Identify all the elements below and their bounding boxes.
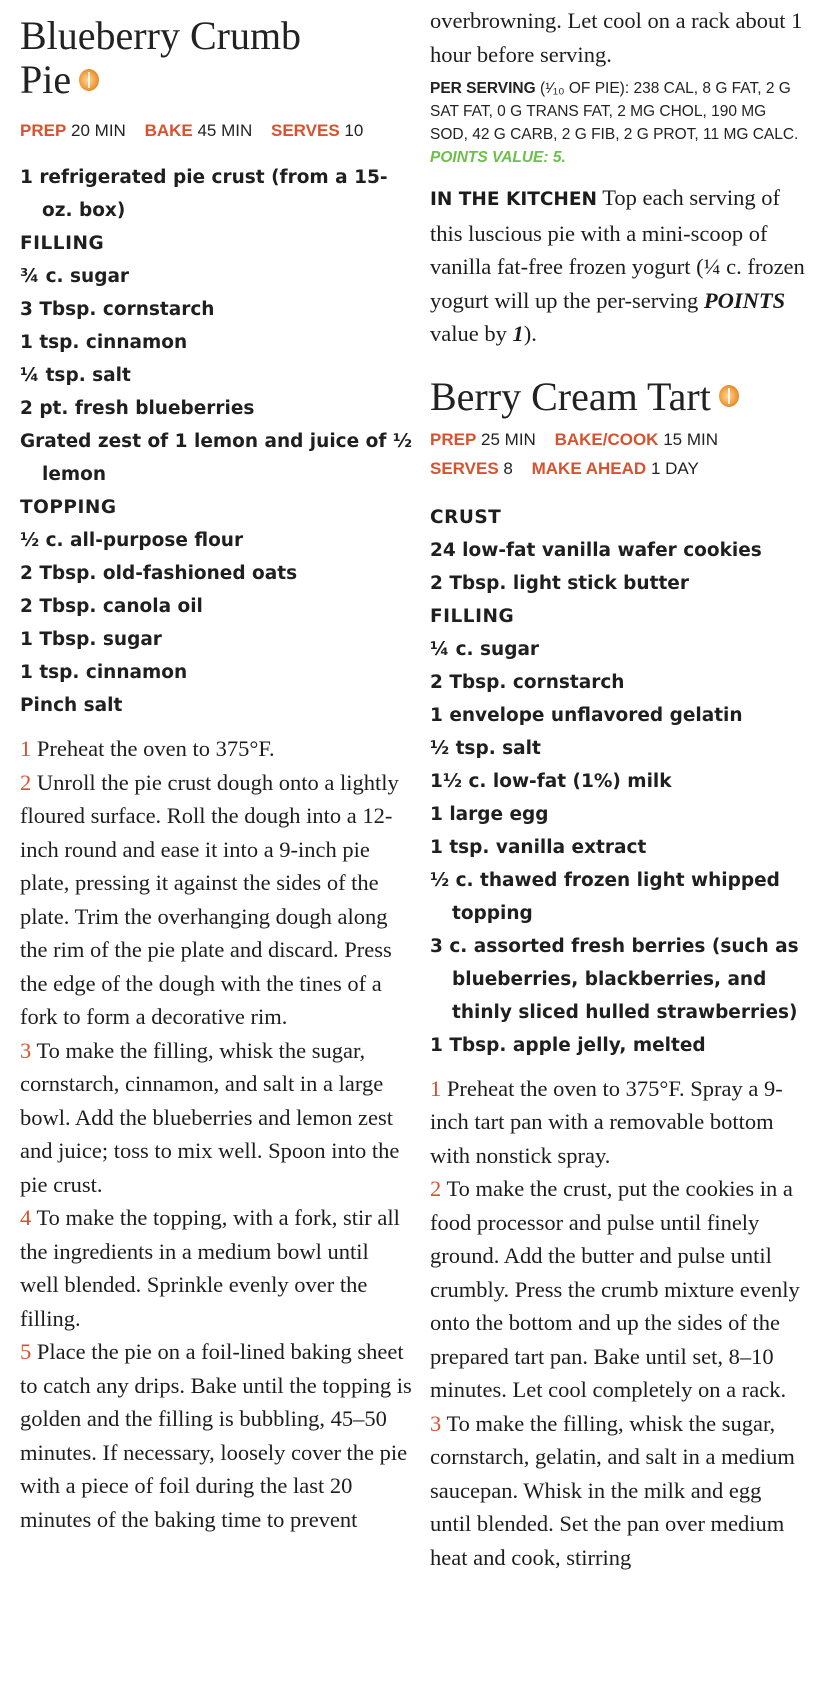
ingredient-item: 2 Tbsp. cornstarch xyxy=(430,671,625,693)
ingredient-item: Grated zest of 1 lemon and juice of ½ lemon xyxy=(20,431,412,485)
ingredient-item: 3 c. assorted fresh berries (such as blueberries, blackberries, and thinly sliced hulled strawberries) xyxy=(430,935,799,1023)
ingredient-item: 1 tsp. cinnamon xyxy=(20,332,188,353)
serves-value: 10 xyxy=(344,121,364,140)
ingredient-item: 2 Tbsp. light stick butter xyxy=(430,572,689,594)
kitchen-text-c: ). xyxy=(523,321,537,346)
ingredient-item: ½ c. thawed frozen light whipped topping xyxy=(430,869,780,924)
serves-label: SERVES xyxy=(430,458,499,478)
directions xyxy=(20,732,412,1536)
ingredient-item: 1 Tbsp. sugar xyxy=(20,629,162,650)
ingredient-item: 2 Tbsp. canola oil xyxy=(20,596,203,617)
serves-value: 8 xyxy=(503,458,513,478)
pointsplus-leaf-icon xyxy=(79,69,99,91)
prep-label: PREP xyxy=(430,429,477,449)
prep-value: 25 MIN xyxy=(481,429,536,449)
step-text: Place the pie on a foil-lined baking sheet to catch any drips. Bake until the topping is golden and the filling is bubbling, 45–50 minutes. If necessary, loosely cover the pie with a piece of foil during the last 20 minutes of the baking time to prevent xyxy=(20,1339,412,1532)
step-3 xyxy=(20,1034,412,1202)
bake-label: BAKE xyxy=(144,121,193,140)
step-1 xyxy=(20,732,412,766)
step-number: 5 xyxy=(20,1339,32,1364)
ingredient-item: 2 Tbsp. old-fashioned oats xyxy=(20,563,298,584)
kitchen-points-value: 1 xyxy=(512,321,524,346)
points-value: POINTS VALUE: 5. xyxy=(430,149,566,166)
bake-value: 45 MIN xyxy=(197,121,253,140)
serves-label: SERVES xyxy=(271,121,340,140)
prep-value: 20 MIN xyxy=(71,121,126,140)
ingredient-item: Pinch salt xyxy=(20,695,123,716)
step-text: To make the topping, with a fork, stir all the ingredients in a medium bowl until well blended. Sprinkle evenly over the filling. xyxy=(20,1205,400,1331)
make-ahead-value: 1 DAY xyxy=(650,458,699,478)
left-column xyxy=(20,0,412,1536)
ingredient-item: ¼ c. sugar xyxy=(430,638,540,660)
ingredient-item: ¾ c. sugar xyxy=(20,266,130,287)
ingredient-item: 1 refrigerated pie crust (from a 15-oz. box) xyxy=(20,167,388,221)
step-number: 2 xyxy=(20,769,32,795)
ingredient-item: 3 Tbsp. cornstarch xyxy=(20,299,215,320)
ingredient-item: 1 large egg xyxy=(430,803,549,825)
step-2 xyxy=(430,1172,805,1407)
step-text: To make the crust, put the cookies in a food processor and pulse until finely ground. Add the butter and pulse until crumbly. Press the crumb mixture evenly onto the bottom and up the sides of the prepared tart pan. Bake until set, 8–10 minutes. Let cool completely on a rack. xyxy=(430,1176,800,1402)
ingredient-item: 1 tsp. cinnamon xyxy=(20,662,188,683)
step-text: To make the filling, whisk the sugar, cornstarch, cinnamon, and salt in a large bowl. Add the blueberries and lemon zest and juice; toss to mix well. Spoon into the pie crust. xyxy=(20,1037,400,1197)
step-4 xyxy=(20,1201,412,1335)
step-text: Preheat the oven to 375°F. Spray a 9-inch tart pan with a removable bottom with nonstick spray. xyxy=(430,1075,783,1168)
ingredient-item: 1½ c. low-fat (1%) milk xyxy=(430,770,672,792)
ingredient-item: 2 pt. fresh blueberries xyxy=(20,398,255,419)
step-number: 3 xyxy=(20,1037,32,1063)
step-number: 1 xyxy=(20,736,32,761)
section-heading-filling: FILLING xyxy=(430,605,515,627)
ingredient-item: 1 Tbsp. apple jelly, melted xyxy=(430,1034,706,1056)
section-heading-filling: FILLING xyxy=(20,233,105,254)
prep-label: PREP xyxy=(20,121,67,140)
ingredient-item: ½ tsp. salt xyxy=(430,737,541,759)
ingredient-list xyxy=(430,501,805,1062)
step-text: Preheat the oven to 375°F. xyxy=(36,736,275,761)
ingredient-item: 1 tsp. vanilla extract xyxy=(430,836,647,858)
step-3 xyxy=(430,1407,805,1575)
make-ahead-label: MAKE AHEAD xyxy=(531,458,647,478)
nutrition-text: (¹⁄₁₀ OF PIE): 238 CAL, 8 G FAT, 2 G SAT FAT, 0 G TRANS FAT, 2 MG CHOL, 190 MG SOD, 42 G CARB, 2 G FIB, 2 G PROT, 11 MG CALC. xyxy=(430,80,799,143)
recipe-title-berry-cream-tart xyxy=(430,375,805,419)
kitchen-label: IN THE KITCHEN xyxy=(430,189,598,210)
recipe-title-blueberry-crumb-pie xyxy=(20,14,412,102)
ingredient-item: 1 envelope unflavored gelatin xyxy=(430,704,743,726)
ingredient-list xyxy=(20,161,412,722)
kitchen-text-b: value by xyxy=(430,321,507,346)
kitchen-points-word: POINTS xyxy=(703,287,786,313)
right-column xyxy=(430,0,805,1574)
nutrition-info xyxy=(430,77,805,169)
pointsplus-leaf-icon xyxy=(719,385,739,407)
step-number: 3 xyxy=(430,1410,442,1436)
recipe-meta xyxy=(20,116,412,145)
section-heading-crust: CRUST xyxy=(430,506,502,528)
title-line-1: Blueberry Crumb xyxy=(20,13,302,58)
title-line-2: Pie xyxy=(20,57,72,102)
step-number: 1 xyxy=(430,1075,442,1101)
nutrition-label: PER SERVING xyxy=(430,80,536,97)
bake-cook-value: 15 MIN xyxy=(663,429,718,449)
recipe-meta xyxy=(430,425,805,483)
step-text: Unroll the pie crust dough onto a lightly floured surface. Roll the dough into a 12-inch round and ease it into a 9-inch pie plate, pressing it against the sides of the plate. Trim the overhanging dough along the rim of the pie plate and discard. Press the edge of the dough with the tines of a fork to form a decorative rim. xyxy=(20,769,399,1029)
section-heading-topping: TOPPING xyxy=(20,497,117,518)
step-text: To make the filling, whisk the sugar, cornstarch, gelatin, and salt in a medium saucepan. Whisk in the milk and egg until blended. Set the pan over medium heat and cook, stirring xyxy=(430,1410,795,1570)
ingredient-item: ¼ tsp. salt xyxy=(20,365,131,386)
step-5 xyxy=(20,1335,412,1536)
bake-cook-label: BAKE/COOK xyxy=(554,429,659,449)
title-text: Berry Cream Tart xyxy=(430,373,711,419)
ingredient-item: 24 low-fat vanilla wafer cookies xyxy=(430,539,762,561)
step-1 xyxy=(430,1072,805,1173)
directions xyxy=(430,1072,805,1575)
step-number: 4 xyxy=(20,1205,32,1230)
step-number: 2 xyxy=(430,1176,442,1201)
ingredient-item: ½ c. all-purpose flour xyxy=(20,530,244,551)
kitchen-text-a: Top each serving of this luscious pie with a mini-scoop of vanilla fat-free frozen yogurt (¼ c. frozen yogurt will up the per-serving xyxy=(430,185,805,313)
in-the-kitchen-tip xyxy=(430,181,805,351)
step-2 xyxy=(20,766,412,1034)
continued-step-text: overbrowning. Let cool on a rack about 1 hour before serving. xyxy=(430,8,803,67)
